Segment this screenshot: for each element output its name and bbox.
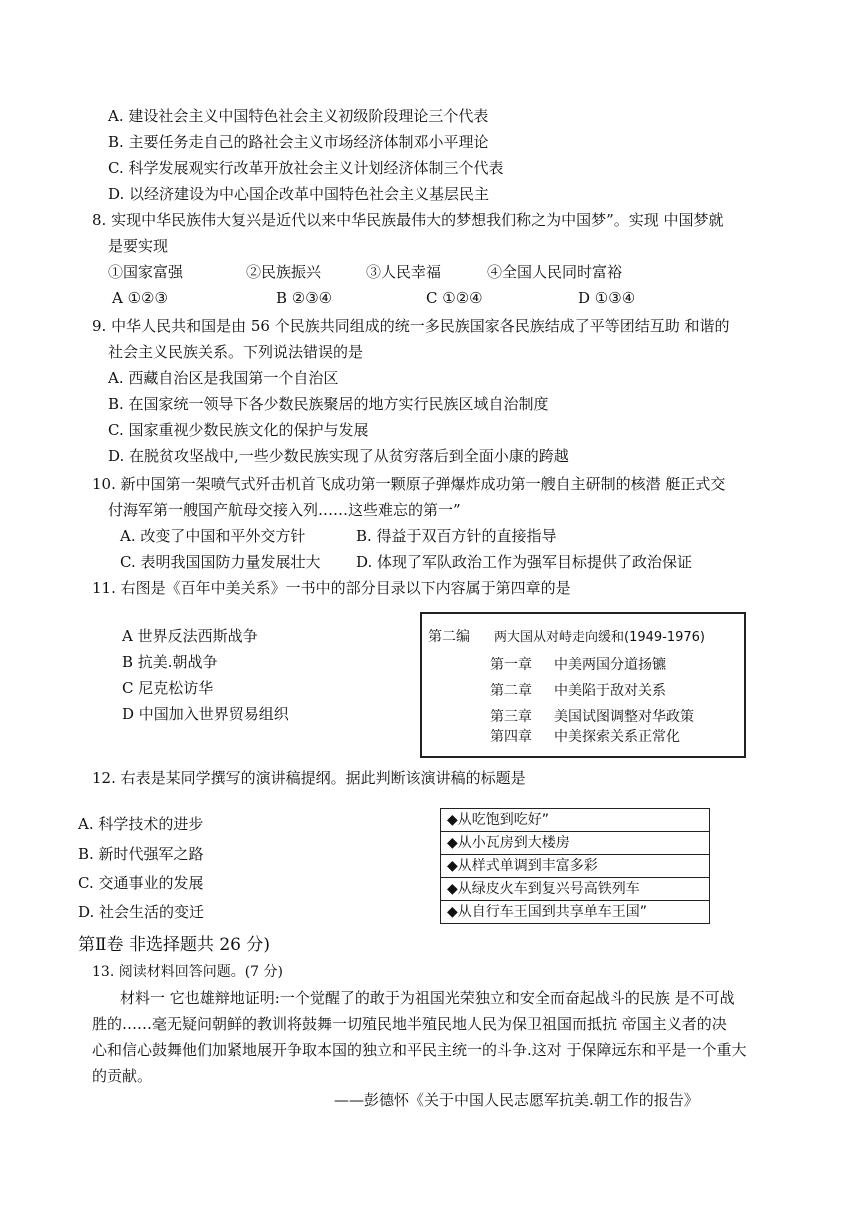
q9-stem-line1: 9. 中华人民共和国是由 56 个民族共同组成的统一多民族国家各民族结成了平等团结互助 和谐的 (92, 317, 730, 335)
q9-option-b: B. 在国家统一领导下各少数民族聚居的地方实行民族区域自治制度 (108, 395, 549, 413)
section-2-heading: 第Ⅱ卷 非选择题共 26 分) (78, 935, 271, 955)
q12-option-b: B. 新时代强军之路 (78, 845, 204, 863)
q12-option-a: A. 科学技术的进步 (78, 815, 204, 833)
q12-option-d: D. 社会生活的变迁 (78, 903, 205, 921)
toc-chapter-2-title: 中美陷于敌对关系 (554, 683, 666, 699)
q10-option-d: D. 体现了军队政治工作为强军目标提供了政治保证 (356, 553, 693, 571)
outline-row: ◆从自行车王国到共享单车王国” (447, 904, 648, 920)
q10-option-a: A. 改变了中国和平外交方针 (120, 527, 306, 545)
toc-chapter-3-num: 第三章 (490, 709, 532, 725)
q13-material-line3: 心和信心鼓舞他们加紧地展开争取本国的独立和平民主统一的斗争.这对 于保障远东和平是一个重大 (92, 1041, 747, 1059)
toc-chapter-4-num: 第四章 (490, 729, 532, 745)
q12-option-c: C. 交通事业的发展 (78, 874, 204, 892)
q13-source: ——彭德怀《关于中国人民志愿军抗美.朝工作的报告》 (334, 1091, 699, 1109)
q8-option-a: A ①②③ (112, 289, 168, 307)
speech-outline-table (440, 808, 710, 924)
q9-option-d: D. 在脱贫攻坚战中,一些少数民族实现了从贫穷落后到全面小康的跨越 (108, 447, 569, 465)
q8-option-b: B ②③④ (276, 289, 333, 307)
q10-stem-line2: 付海军第一艘国产航母交接入列……这些难忘的第一” (108, 501, 461, 519)
outline-row: ◆从样式单调到丰富多彩 (441, 855, 709, 878)
q13-material-line2: 胜的……毫无疑问朝鲜的教训将鼓舞一切殖民地半殖民地人民为保卫祖国而抵抗 帝国主义者的决 (92, 1015, 727, 1033)
q9-option-c: C. 国家重视少数民族文化的保护与发展 (108, 421, 369, 439)
q7-option-a: A. 建设社会主义中国特色社会主义初级阶段理论三个代表 (108, 107, 489, 125)
q13-material-line1: 材料一 它也雄辩地证明:一个觉醒了的敢于为祖国光荣独立和安全而奋起战斗的民族 是不可战 (120, 989, 735, 1007)
toc-chapter-3-title: 美国试图调整对华政策 (554, 709, 694, 725)
q7-option-d: D. 以经济建设为中心国企改革中国特色社会主义基层民主 (108, 185, 490, 203)
q8-stem-line1: 8. 实现中华民族伟大复兴是近代以来中华民族最伟大的梦想我们称之为中国梦”。实现 中国梦就 (92, 211, 724, 229)
q8-item-2: ②民族振兴 (246, 263, 322, 281)
q13-stem: 13. 阅读材料回答问题。(7 分) (92, 964, 283, 980)
q11-option-b: B 抗美.朝战争 (122, 653, 218, 671)
q11-stem: 11. 右图是《百年中美关系》一书中的部分目录以下内容属于第四章的是 (92, 579, 571, 597)
q10-option-c: C. 表明我国国防力量发展壮大 (120, 553, 321, 571)
q8-item-4: ④全国人民同时富裕 (487, 263, 623, 281)
toc-part: 第二编 (428, 629, 470, 645)
toc-chapter-2-num: 第二章 (490, 683, 532, 699)
outline-row: ◆从吃饱到吃好” (441, 809, 709, 832)
q8-stem-line2: 是要实现 (108, 237, 169, 255)
q11-option-d: D 中国加入世界贸易组织 (122, 705, 289, 723)
q11-option-c: C 尼克松访华 (122, 679, 214, 697)
q7-option-b: B. 主要任务走自己的路社会主义市场经济体制邓小平理论 (108, 133, 489, 151)
toc-chapter-1-num: 第一章 (490, 657, 532, 673)
q10-option-b: B. 得益于双百方针的直接指导 (356, 527, 557, 545)
q11-option-a: A 世界反法西斯战争 (122, 627, 258, 645)
q8-option-c: C ①②④ (426, 289, 483, 307)
outline-row: ◆从小瓦房到大楼房 (441, 832, 709, 855)
q8-option-d: D ①③④ (578, 289, 636, 307)
q9-stem-line2: 社会主义民族关系。下列说法错误的是 (108, 343, 364, 361)
q9-option-a: A. 西藏自治区是我国第一个自治区 (108, 369, 339, 387)
q8-item-1: ①国家富强 (108, 263, 184, 281)
table-of-contents-figure (420, 612, 746, 758)
toc-chapter-4-title: 中美探索关系正常化 (554, 729, 680, 745)
q8-item-3: ③人民幸福 (366, 263, 442, 281)
q13-material-line4: 的贡献。 (92, 1067, 153, 1085)
q7-option-c: C. 科学发展观实行改革开放社会主义计划经济体制三个代表 (108, 159, 504, 177)
q12-stem: 12. 右表是某同学撰写的演讲稿提纲。据此判断该演讲稿的标题是 (92, 769, 526, 787)
outline-row: ◆从绿皮火车到复兴号高铁列车 (441, 878, 709, 901)
toc-chapter-1-title: 中美两国分道扬镳 (554, 657, 666, 673)
q10-stem-line1: 10. 新中国第一架喷气式歼击机首飞成功第一颗原子弹爆炸成功第一艘自主研制的核潜 艇正式交 (92, 475, 726, 493)
toc-part-title: 两大国从对峙走向缓和(1949-1976) (494, 630, 706, 645)
